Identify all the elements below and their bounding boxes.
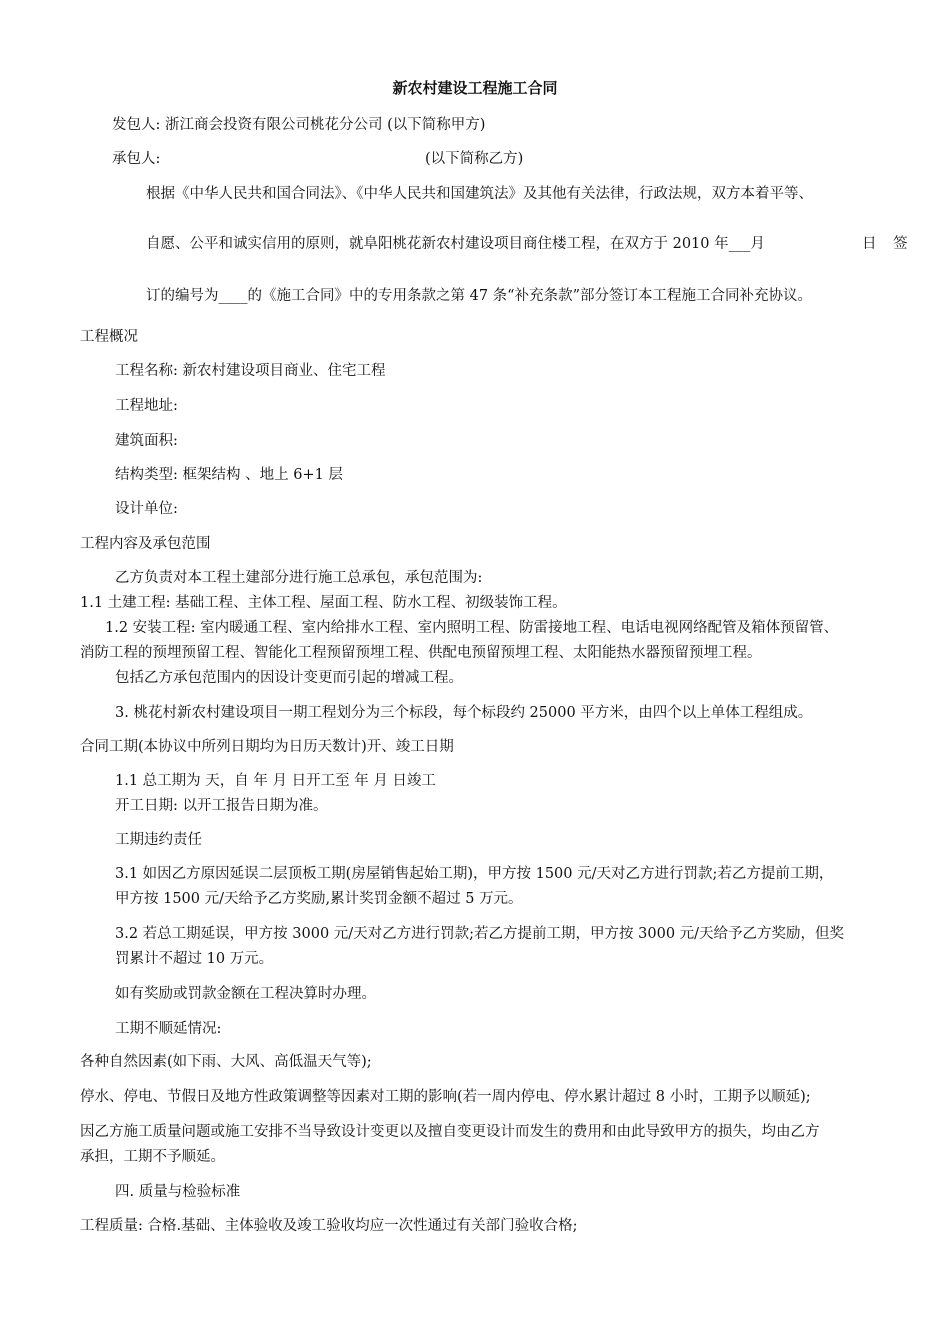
section-heading-scope: 工程内容及承包范围 [80,536,211,552]
start-date-rule: 开工日期: 以开工报告日期为准。 [115,798,328,814]
structure-type: 结构类型: 框架结构 、地上 6+1 层 [115,467,343,483]
chengbaoren-label: 承包人: [112,151,161,167]
clause-3-2-line-1: 3.2 若总工期延误，甲方按 3000 元/天对乙方进行罚款;若乙方提前工期，甲方按 3000 元/天给予乙方奖励，但奖 [115,926,845,942]
contractor-fault-line-1: 因乙方施工质量问题或施工安排不当导致设计变更以及擅自变更设计而发生的费用和由此导致甲方的损失，均由乙方 [80,1124,820,1140]
fabaoren-line: 发包人: 浙江商会投资有限公司桃花分公司 (以下简称甲方) [112,117,486,133]
quality-standard: 工程质量: 合格.基础、主体验收及竣工验收均应一次性通过有关部门验收合格; [80,1218,578,1234]
section-heading-overview: 工程概况 [80,329,138,345]
utility-interruptions: 停水、停电、节假日及地方性政策调整等因素对工期的影响(若一周内停电、停水累计超过 8 小时，工期予以顺延); [80,1089,811,1105]
section-heading-schedule: 合同工期(本协议中所列日期均为日历天数计)开、竣工日期 [80,739,454,755]
delay-liability-heading: 工期违约责任 [115,832,202,848]
project-address: 工程地址: [115,398,178,414]
scope-civil-works: 1.1 土建工程: 基础工程、主体工程、屋面工程、防水工程、初级装饰工程。 [80,595,567,611]
clause-3-2-line-2: 罚累计不超过 10 万元。 [115,951,274,967]
intro-line-2-end: 日 签 [862,236,908,252]
chengbaoren-note: (以下简称乙方) [425,151,524,167]
building-area: 建筑面积: [115,433,178,449]
document-title: 新农村建设工程施工合同 [392,79,558,97]
section-heading-quality: 四. 质量与检验标准 [115,1184,241,1200]
scope-phase-division: 3. 桃花村新农村建设项目一期工程划分为三个标段，每个标段约 25000 平方米，由四个以上单体工程组成。 [115,705,813,721]
intro-line-3: 订的编号为____的《施工合同》中的专用条款之第 47 条“补充条款”部分签订本工程施工合同补充协议。 [146,288,812,304]
project-name: 工程名称: 新农村建设项目商业、住宅工程 [115,363,386,379]
clause-3-1-line-2: 甲方按 1500 元/天给予乙方奖励,累计奖罚金额不超过 5 万元。 [115,891,523,907]
settlement-note: 如有奖励或罚款金额在工程决算时办理。 [115,986,376,1002]
contractor-fault-line-2: 承担，工期不予顺延。 [80,1149,225,1165]
intro-line-1: 根据《中华人民共和国合同法》、《中华人民共和国建筑法》及其他有关法律，行政法规，双方本着平等、 [146,186,813,202]
intro-line-2: 自愿、公平和诚实信用的原则，就阜阳桃花新农村建设项目商住楼工程，在双方于 2010 年___月 [146,236,765,252]
natural-factors: 各种自然因素(如下雨、大风、高低温天气等); [80,1054,372,1070]
scope-paragraph-1: 乙方负责对本工程土建部分进行施工总承包，承包范围为: [115,570,483,586]
scope-design-change: 包括乙方承包范围内的因设计变更而引起的增减工程。 [115,670,463,686]
scope-installation-line-1: 1.2 安装工程: 室内暖通工程、室内给排水工程、室内照明工程、防雷接地工程、电话电视网络配管及箱体预留管、 [105,620,839,636]
scope-installation-line-2: 消防工程的预埋预留工程、智能化工程预留预埋工程、供配电预留预埋工程、太阳能热水器预留预埋工程。 [80,645,762,661]
clause-3-1-line-1: 3.1 如因乙方原因延误二层顶板工期(房屋销售起始工期)，甲方按 1500 元/天对乙方进行罚款;若乙方提前工期， [115,866,834,882]
no-extension-heading: 工期不顺延情况: [115,1021,222,1037]
total-duration: 1.1 总工期为 天，自 年 月 日开工至 年 月 日竣工 [115,773,436,789]
design-unit: 设计单位: [115,501,178,517]
